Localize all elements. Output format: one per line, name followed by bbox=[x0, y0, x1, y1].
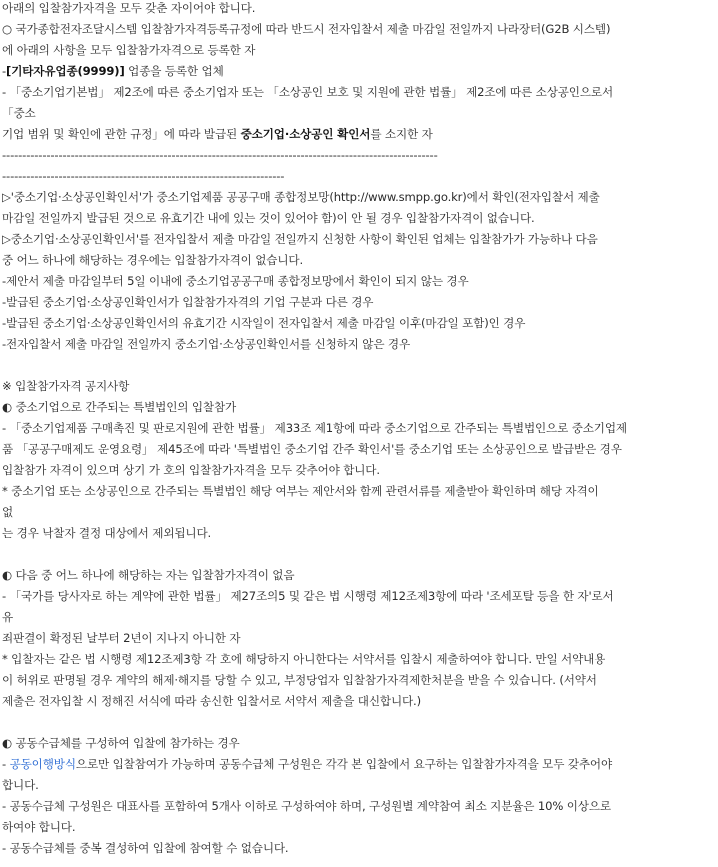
text-line: - 「국가를 당사자로 하는 계약에 관한 법률」 제27조의5 및 같은 법 시행령 제12조제3항에 따라 '조세포탈 등을 한 자'로서 bbox=[2, 589, 614, 603]
text-line: - 「중소기업제품 구매촉진 및 판로지원에 관한 법률」 제33조 제1항에 따라 중소기업으로 간주되는 특별법인으로 중소기업제 bbox=[2, 421, 627, 435]
text-line: 마감일 전일까지 발급된 것으로 유효기간 내에 있는 것이 있어야 함)이 안 될 경우 입찰참가자격이 없습니다. bbox=[2, 211, 535, 225]
text-line: 제출은 전자입찰 시 정해진 서식에 따라 송신한 입찰서로 서약서 제출을 대신합니다.) bbox=[2, 694, 421, 708]
text-line: - 공동수급체를 중복 결성하여 입찰에 참여할 수 없습니다. bbox=[2, 841, 289, 855]
text-line bbox=[2, 756, 716, 776]
text-line: * 중소기업 또는 소상공인으로 간주되는 특별법인 해당 여부는 제안서와 함께 관련서류를 제출받아 확인하며 해당 자격이 bbox=[2, 484, 599, 498]
dashed-separator: ---------------------------------------------------------------------- bbox=[2, 169, 285, 183]
text-line: - 공동수급체 구성원은 대표사를 포함하여 5개사 이하로 구성하여야 하며, 구성원별 계약참여 최소 지분율은 10% 이상으로 bbox=[2, 799, 611, 813]
section-heading: ◐ 공동수급체를 구성하여 입찰에 참가하는 경우 bbox=[2, 736, 240, 750]
blank-line bbox=[2, 546, 716, 566]
line-suffix: 으로만 입찰참여가 가능하며 공동수급체 구성원은 각각 본 입찰에서 요구하는 입찰참가자격을 모두 갖추어야 bbox=[75, 757, 613, 771]
text-line: ▷'중소기업·소상공인확인서'가 중소기업제품 공공구매 종합정보망(http://www.smpp.go.kr)에서 확인(전자입찰서 제출 bbox=[2, 190, 600, 204]
text-line: * 입찰자는 같은 법 시행령 제12조제3항 각 호에 해당하지 아니한다는 서약서를 입찰시 제출하여야 합니다. 만일 서약내용 bbox=[2, 652, 606, 666]
text-line: -발급된 중소기업·소상공인확인서가 입찰참가자격의 기업 구분과 다른 경우 bbox=[2, 295, 374, 309]
text-line: 입찰참가 자격이 있으며 상기 가 호의 입찰참가자격을 모두 갖추어야 합니다. bbox=[2, 463, 380, 477]
text-line bbox=[2, 126, 716, 146]
joint-performance-link[interactable]: 공동이행방식 bbox=[9, 757, 76, 771]
text-line: 는 경우 낙찰자 결정 대상에서 제외됩니다. bbox=[2, 526, 212, 540]
line-suffix: 를 소지한 자 bbox=[370, 127, 433, 141]
text-line: 죄판결이 확정된 날부터 2년이 지나지 아니한 자 bbox=[2, 631, 241, 645]
section-heading: ※ 입찰참가자격 공지사항 bbox=[2, 379, 130, 393]
text-line: ▷중소기업·소상공인확인서'를 전자입찰서 제출 마감일 전일까지 신청한 사항이 확인된 업체는 입찰참가가 가능하나 다음 bbox=[2, 232, 598, 246]
text-line: 합니다. bbox=[2, 778, 39, 792]
text-line: 에 아래의 사항을 모두 입찰참가자격으로 등록한 자 bbox=[2, 43, 256, 57]
text-line: - 「중소기업기본법」 제2조에 따른 중소기업자 또는 「소상공인 보호 및 지원에 관한 법률」 제2조에 따른 소상공인으로서 bbox=[2, 85, 613, 99]
section-heading: ◐ 다음 중 어느 하나에 해당하는 자는 입찰참가자격이 없음 bbox=[2, 568, 295, 582]
line-suffix: 업종을 등록한 업체 bbox=[124, 64, 224, 78]
text-line bbox=[2, 63, 716, 83]
text-line: ○ 국가종합전자조달시스템 입찰참가자격등록규정에 따라 반드시 전자입찰서 제출 마감일 전일까지 나라장터(G2B 시스템) bbox=[2, 22, 611, 36]
text-line: 「중소 bbox=[2, 106, 36, 120]
text-line: -제안서 제출 마감일부터 5일 이내에 중소기업공공구매 종합정보망에서 확인이 되지 않는 경우 bbox=[2, 274, 469, 288]
text-line: 없 bbox=[2, 505, 14, 519]
section-heading: ◐ 중소기업으로 간주되는 특별법인의 입찰참가 bbox=[2, 400, 237, 414]
text-line: 유 bbox=[2, 610, 14, 624]
text-line: 품 「공공구매제도 운영요령」 제45조에 따라 '특별법인 중소기업 간주 확인서'를 중소기업 또는 소상공인으로 발급받은 경우 bbox=[2, 442, 622, 456]
text-line: 아래의 입찰참가자격을 모두 갖춘 자이어야 합니다. bbox=[2, 1, 256, 15]
certificate-name-bold: 중소기업·소상공인 확인서 bbox=[240, 127, 371, 141]
blank-line bbox=[2, 714, 716, 734]
text-line: 하여야 합니다. bbox=[2, 820, 76, 834]
blank-line bbox=[2, 357, 716, 377]
line-prefix: - bbox=[2, 757, 10, 771]
industry-code-bold: [기타자유업종(9999)] bbox=[6, 64, 125, 78]
text-line: -전자입찰서 제출 마감일 전일까지 중소기업·소상공인확인서를 신청하지 않은 경우 bbox=[2, 337, 411, 351]
text-line: -발급된 중소기업·소상공인확인서의 유효기간 시작일이 전자입찰서 제출 마감일 이후(마감일 포함)인 경우 bbox=[2, 316, 526, 330]
line-prefix: - bbox=[2, 64, 7, 78]
text-line: 중 어느 하나에 해당하는 경우에는 입찰참가자격이 없습니다. bbox=[2, 253, 303, 267]
dashed-separator: ------------------------------------------------------------------------------------------------------------ bbox=[2, 148, 438, 162]
line-prefix: 기업 범위 및 확인에 관한 규정」에 따라 발급된 bbox=[2, 127, 241, 141]
text-line: 이 허위로 판명될 경우 계약의 해제·해지를 당할 수 있고, 부정당업자 입찰참가자격제한처분을 받을 수 있습니다. (서약서 bbox=[2, 673, 597, 687]
